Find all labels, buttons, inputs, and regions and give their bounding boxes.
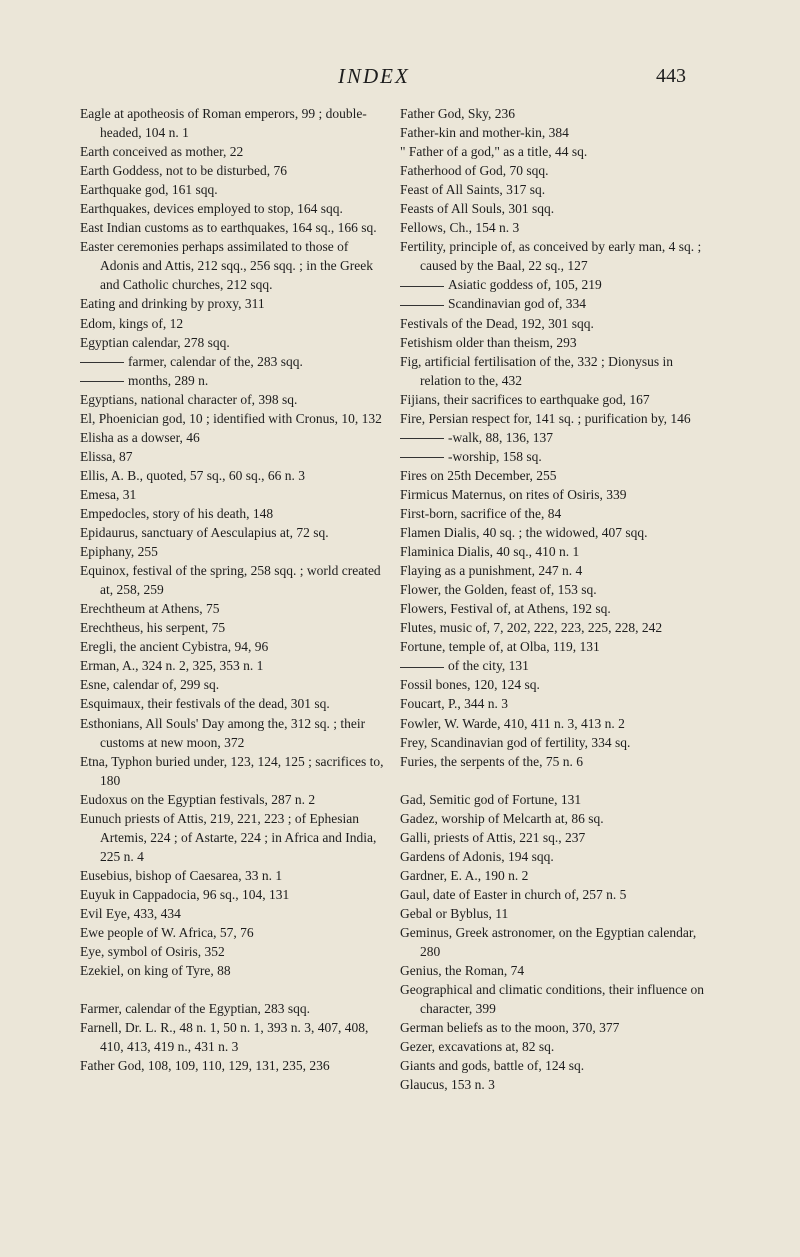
- index-entry: [400, 656, 714, 675]
- index-entry: [80, 675, 390, 694]
- index-entry: [400, 885, 714, 904]
- index-entry-text: Etna, Typhon buried under, 123, 124, 125 ; sacrifices to, 180: [80, 753, 384, 788]
- repeat-dash: [400, 305, 444, 306]
- index-entry-text: Edom, kings of, 12: [80, 315, 184, 331]
- index-entry-text: months, 289 n.: [128, 372, 209, 388]
- index-entry-text: Fire, Persian respect for, 141 sq. ; purification by, 146: [400, 410, 691, 426]
- index-entry-text: Eagle at apotheosis of Roman emperors, 99 ; double-headed, 104 n. 1: [80, 106, 367, 141]
- index-entry: [400, 580, 714, 599]
- index-entry-text: Firmicus Maternus, on rites of Osiris, 339: [400, 486, 627, 502]
- letter-section-gap: [80, 980, 390, 999]
- index-entry: [80, 428, 390, 447]
- index-entry: [400, 409, 714, 428]
- index-entry-text: Elissa, 87: [80, 448, 133, 464]
- index-entry-text: Flower, the Golden, feast of, 153 sq.: [400, 582, 597, 598]
- index-entry-text: Flutes, music of, 7, 202, 222, 223, 225, 228, 242: [400, 620, 663, 636]
- index-entry: [400, 485, 714, 504]
- index-entry: [400, 123, 714, 142]
- index-entry: [80, 942, 390, 961]
- page-title: INDEX: [338, 64, 410, 88]
- index-entry-text: Emesa, 31: [80, 486, 137, 502]
- index-entry-text: Esne, calendar of, 299 sq.: [80, 677, 220, 693]
- index-entry-text: Erechtheum at Athens, 75: [80, 601, 220, 617]
- index-entry: [80, 694, 390, 713]
- index-entry-text: of the city, 131: [448, 658, 529, 674]
- index-entry: [80, 352, 390, 371]
- index-entry-text: Eregli, the ancient Cybistra, 94, 96: [80, 639, 269, 655]
- index-entry-text: Frey, Scandinavian god of fertility, 334 sq.: [400, 734, 631, 750]
- index-entry: [400, 618, 714, 637]
- index-entry-text: East Indian customs as to earthquakes, 164 sq., 166 sq.: [80, 220, 377, 236]
- index-entry-text: Eudoxus on the Egyptian festivals, 287 n. 2: [80, 791, 316, 807]
- index-entry-text: Egyptian calendar, 278 sqq.: [80, 334, 230, 350]
- index-entry: [80, 561, 390, 599]
- index-entry-text: Glaucus, 153 n. 3: [400, 1077, 495, 1093]
- index-entry: [80, 961, 390, 980]
- index-entry-text: Egyptians, national character of, 398 sq.: [80, 391, 298, 407]
- index-entry-text: First-born, sacrifice of the, 84: [400, 505, 562, 521]
- index-entry-text: Father God, 108, 109, 110, 129, 131, 235, 236: [80, 1058, 330, 1074]
- index-entry: [400, 866, 714, 885]
- index-entry-text: -walk, 88, 136, 137: [448, 429, 553, 445]
- index-entry: [400, 714, 714, 733]
- index-entry-text: Empedocles, story of his death, 148: [80, 505, 274, 521]
- repeat-dash: [400, 457, 444, 458]
- index-entry-text: Fertility, principle of, as conceived by early man, 4 sq. ; caused by the Baal, 22 sq., 127: [400, 239, 702, 274]
- index-entry-text: Euyuk in Cappadocia, 96 sq., 104, 131: [80, 886, 290, 902]
- index-entry: [80, 180, 390, 199]
- index-entry-text: Fortune, temple of, at Olba, 119, 131: [400, 639, 600, 655]
- index-entry-text: Galli, priests of Attis, 221 sq., 237: [400, 829, 586, 845]
- index-entry: [400, 923, 714, 961]
- index-entry-text: Fatherhood of God, 70 sqq.: [400, 163, 549, 179]
- index-entry: [80, 714, 390, 752]
- index-entry: [400, 161, 714, 180]
- index-entry-text: Elisha as a dowser, 46: [80, 429, 200, 445]
- repeat-dash: [80, 381, 124, 382]
- index-entry-text: Evil Eye, 433, 434: [80, 905, 181, 921]
- index-entry-text: Foucart, P., 344 n. 3: [400, 696, 508, 712]
- index-entry-text: Fossil bones, 120, 124 sq.: [400, 677, 540, 693]
- index-entry: [400, 542, 714, 561]
- index-entry: [400, 218, 714, 237]
- letter-section-gap: [400, 771, 714, 790]
- index-entry-text: Erechtheus, his serpent, 75: [80, 620, 226, 636]
- index-entry: [400, 904, 714, 923]
- index-entry-text: Ezekiel, on king of Tyre, 88: [80, 963, 231, 979]
- index-entry-text: El, Phoenician god, 10 ; identified with Cronus, 10, 132: [80, 410, 382, 426]
- repeat-dash: [400, 667, 444, 668]
- index-entry-text: Gezer, excavations at, 82 sq.: [400, 1039, 555, 1055]
- index-entry: [400, 294, 714, 313]
- index-entry-text: Epiphany, 255: [80, 544, 158, 560]
- index-entry: [400, 333, 714, 352]
- index-entry-text: Gadez, worship of Melcarth at, 86 sq.: [400, 810, 604, 826]
- index-entry: [80, 523, 390, 542]
- index-entry-text: Flaying as a punishment, 247 n. 4: [400, 563, 583, 579]
- index-entry: [80, 1018, 390, 1056]
- index-entry: [80, 809, 390, 866]
- index-entry: [80, 923, 390, 942]
- index-entry-text: Fires on 25th December, 255: [400, 467, 557, 483]
- index-entry-text: Fig, artificial fertilisation of the, 332 ; Dionysus in relation to the, 432: [400, 353, 673, 388]
- index-entry: [400, 180, 714, 199]
- index-entry-text: Father God, Sky, 236: [400, 106, 515, 121]
- index-entry: [80, 999, 390, 1018]
- index-entry-text: Esthonians, All Souls' Day among the, 312 sq. ; their customs at new moon, 372: [80, 715, 366, 750]
- index-entry-text: Earthquakes, devices employed to stop, 164 sqq.: [80, 201, 343, 217]
- index-entry: [80, 447, 390, 466]
- index-entry: [80, 904, 390, 923]
- index-entry-text: Gardner, E. A., 190 n. 2: [400, 867, 529, 883]
- index-entry: [400, 828, 714, 847]
- index-entry: [400, 275, 714, 294]
- index-entry: [80, 161, 390, 180]
- index-entry: [400, 809, 714, 828]
- running-header: [0, 64, 800, 94]
- index-entry: [400, 1056, 714, 1075]
- repeat-dash: [400, 438, 444, 439]
- index-entry: [400, 980, 714, 1018]
- index-entry: [80, 1056, 390, 1075]
- index-entry-text: Epidaurus, sanctuary of Aesculapius at, 72 sq.: [80, 525, 329, 541]
- index-entry-text: Giants and gods, battle of, 124 sq.: [400, 1058, 585, 1074]
- page-number: 443: [656, 65, 686, 87]
- index-entry: [400, 447, 714, 466]
- index-entry: [80, 790, 390, 809]
- index-entry: [400, 733, 714, 752]
- index-entry-text: " Father of a god," as a title, 44 sq.: [400, 144, 588, 160]
- index-entry: [80, 466, 390, 485]
- index-entry-text: Easter ceremonies perhaps assimilated to those of Adonis and Attis, 212 sqq., 256 sqq. ; in the Greek and Catholic churches, 212 sqq.: [80, 239, 373, 293]
- index-entry-text: Fellows, Ch., 154 n. 3: [400, 220, 520, 236]
- index-entry-text: Asiatic goddess of, 105, 219: [448, 277, 602, 293]
- index-entry: [400, 523, 714, 542]
- index-entry: [400, 1075, 714, 1094]
- index-entry-text: Gebal or Byblus, 11: [400, 905, 509, 921]
- index-entry-text: Eye, symbol of Osiris, 352: [80, 944, 225, 960]
- index-entry-text: Farnell, Dr. L. R., 48 n. 1, 50 n. 1, 393 n. 3, 407, 408, 410, 413, 419 n., 431 n. 3: [80, 1020, 369, 1055]
- index-entry: [80, 333, 390, 352]
- index-entry-text: German beliefs as to the moon, 370, 377: [400, 1020, 620, 1036]
- index-entry: [400, 466, 714, 485]
- index-entry: [80, 237, 390, 294]
- index-entry-text: Ewe people of W. Africa, 57, 76: [80, 925, 254, 941]
- index-entry: [80, 371, 390, 390]
- index-entry: [400, 314, 714, 333]
- index-entry-text: Feast of All Saints, 317 sq.: [400, 182, 546, 198]
- index-entry-text: Feasts of All Souls, 301 sqq.: [400, 201, 555, 217]
- index-entry: [80, 752, 390, 790]
- index-column-left: [80, 104, 390, 1075]
- index-entry: [80, 314, 390, 333]
- index-entry-text: Festivals of the Dead, 192, 301 sqq.: [400, 315, 594, 331]
- index-entry: [400, 504, 714, 523]
- index-entry-text: Eunuch priests of Attis, 219, 221, 223 ; of Ephesian Artemis, 224 ; of Astarte, 224 ; in Africa and India, 225 n. 4: [80, 810, 377, 864]
- index-entry: [80, 866, 390, 885]
- index-entry-text: Fetishism older than theism, 293: [400, 334, 577, 350]
- index-entry-text: Earth Goddess, not to be disturbed, 76: [80, 163, 287, 179]
- index-entry: [400, 961, 714, 980]
- index-entry-text: Genius, the Roman, 74: [400, 963, 525, 979]
- index-entry-text: Earthquake god, 161 sqq.: [80, 182, 218, 198]
- index-entry: [400, 428, 714, 447]
- index-entry: [400, 752, 714, 771]
- index-entry-text: Earth conceived as mother, 22: [80, 144, 244, 160]
- index-entry-text: Gardens of Adonis, 194 sqq.: [400, 848, 554, 864]
- index-entry: [80, 142, 390, 161]
- index-entry: [400, 1037, 714, 1056]
- index-entry: [400, 675, 714, 694]
- index-entry-text: Esquimaux, their festivals of the dead, 301 sq.: [80, 696, 330, 712]
- index-entry: [80, 390, 390, 409]
- repeat-dash: [400, 286, 444, 287]
- index-entry-text: Eating and drinking by proxy, 311: [80, 296, 265, 312]
- index-entry: [80, 504, 390, 523]
- index-entry: [80, 218, 390, 237]
- index-entry: [80, 199, 390, 218]
- index-entry: [400, 199, 714, 218]
- index-entry-text: Geographical and climatic conditions, their influence on character, 399: [400, 982, 705, 1017]
- index-entry-text: Eusebius, bishop of Caesarea, 33 n. 1: [80, 867, 283, 883]
- index-entry-text: Geminus, Greek astronomer, on the Egyptian calendar, 280: [400, 924, 697, 960]
- index-entry-text: Fowler, W. Warde, 410, 411 n. 3, 413 n. 2: [400, 715, 625, 731]
- index-entry: [400, 142, 714, 161]
- index-entry: [400, 847, 714, 866]
- index-entry-text: Gad, Semitic god of Fortune, 131: [400, 791, 582, 807]
- index-entry-text: farmer, calendar of the, 283 sqq.: [128, 353, 303, 369]
- repeat-dash: [80, 362, 124, 363]
- index-entry: [400, 790, 714, 809]
- index-entry: [400, 694, 714, 713]
- index-entry: [80, 104, 390, 142]
- index-entry: [400, 104, 714, 123]
- index-entry: [80, 485, 390, 504]
- index-entry-text: Equinox, festival of the spring, 258 sqq. ; world created at, 258, 259: [80, 563, 381, 598]
- index-entry-text: Flamen Dialis, 40 sq. ; the widowed, 407 sqq.: [400, 525, 648, 541]
- index-entry: [80, 618, 390, 637]
- index-entry: [80, 409, 390, 428]
- index-entry: [80, 637, 390, 656]
- index-entry: [80, 599, 390, 618]
- index-entry-text: Furies, the serpents of the, 75 n. 6: [400, 753, 583, 769]
- index-entry-text: Gaul, date of Easter in church of, 257 n. 5: [400, 886, 627, 902]
- index-entry-text: Flaminica Dialis, 40 sq., 410 n. 1: [400, 544, 580, 560]
- index-entry: [80, 656, 390, 675]
- index-entry: [80, 294, 390, 313]
- index-entry-text: Flowers, Festival of, at Athens, 192 sq.: [400, 601, 611, 617]
- index-entry-text: Ellis, A. B., quoted, 57 sq., 60 sq., 66 n. 3: [80, 467, 306, 483]
- index-entry-text: Erman, A., 324 n. 2, 325, 353 n. 1: [80, 658, 264, 674]
- index-entry-text: Scandinavian god of, 334: [448, 296, 586, 312]
- index-entry-text: Farmer, calendar of the Egyptian, 283 sqq.: [80, 1001, 311, 1017]
- index-entry: [80, 885, 390, 904]
- index-entry-text: Fijians, their sacrifices to earthquake god, 167: [400, 391, 650, 407]
- index-entry: [400, 599, 714, 618]
- index-column-right: [400, 104, 714, 1094]
- index-entry: [400, 237, 714, 275]
- index-entry: [400, 352, 714, 390]
- index-entry: [400, 561, 714, 580]
- index-entry-text: Father-kin and mother-kin, 384: [400, 125, 569, 141]
- index-entry: [400, 637, 714, 656]
- index-entry-text: -worship, 158 sq.: [448, 448, 542, 464]
- index-entry: [400, 1018, 714, 1037]
- index-entry: [400, 390, 714, 409]
- index-entry: [80, 542, 390, 561]
